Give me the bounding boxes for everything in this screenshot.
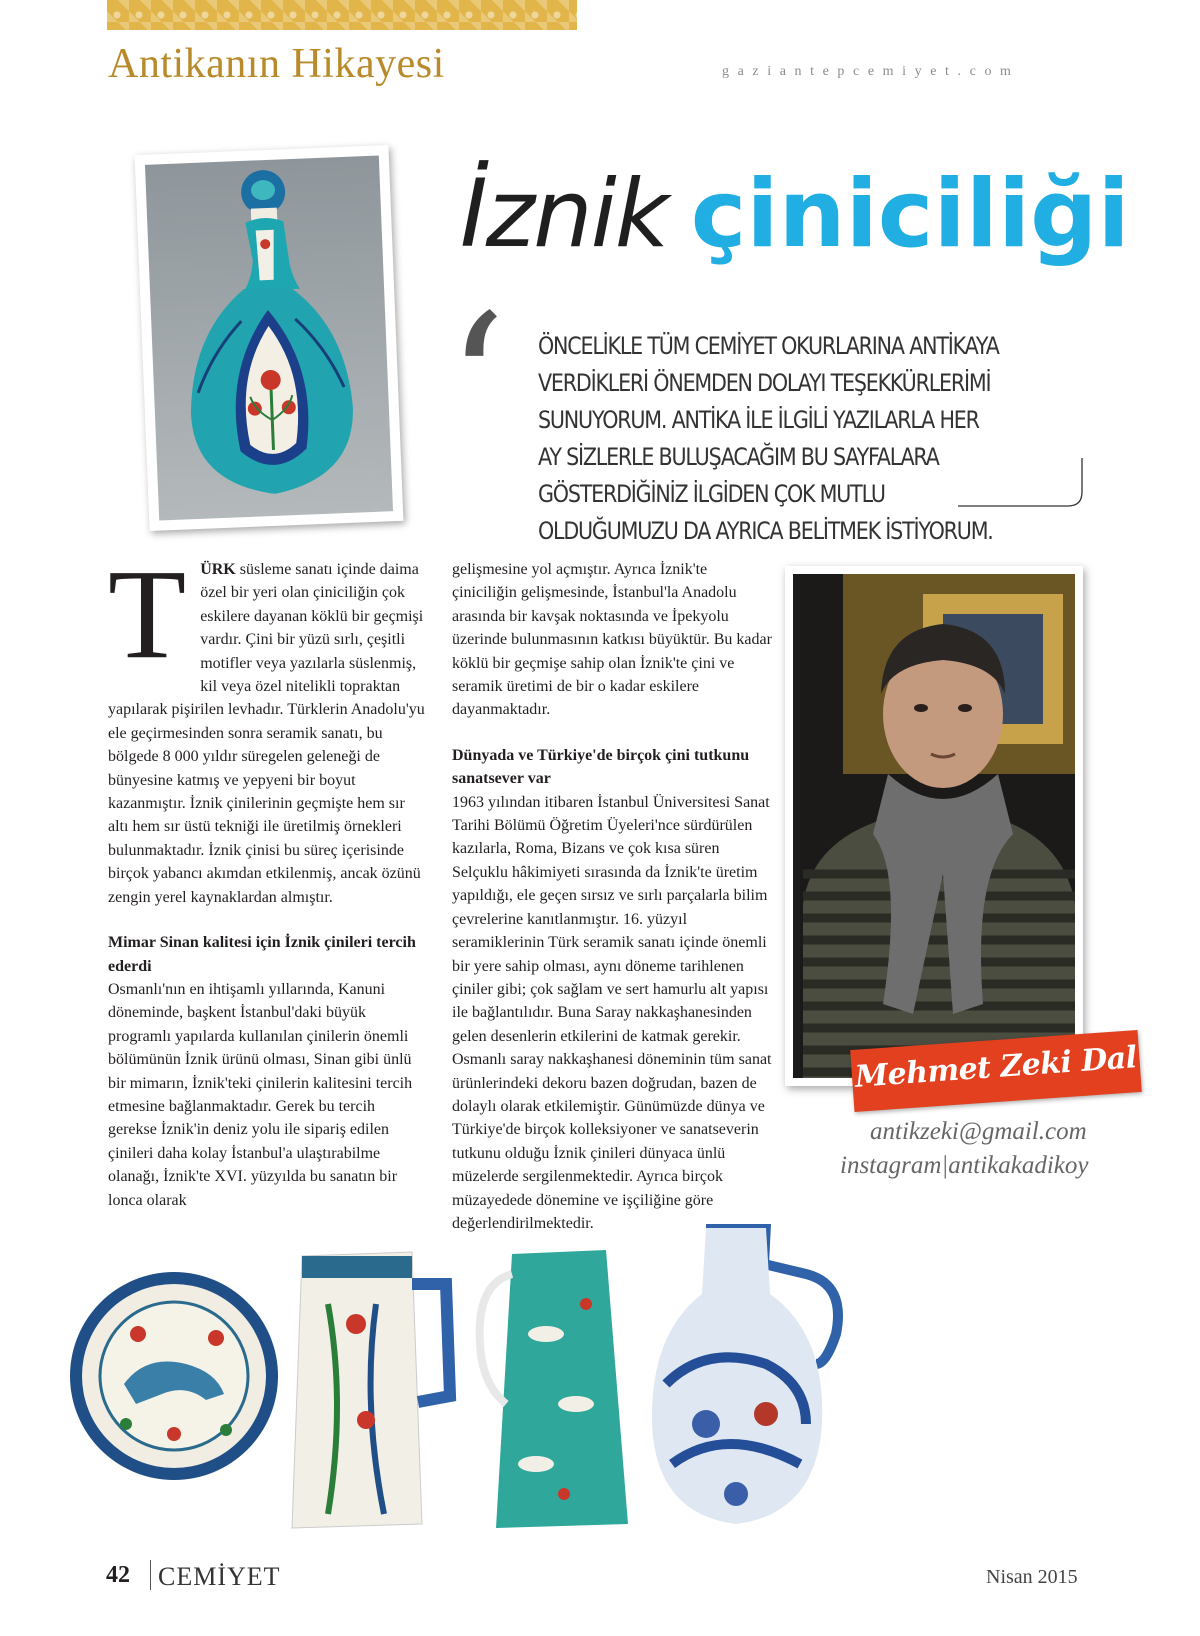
author-portrait-illustration bbox=[793, 574, 1075, 1078]
paragraph-1-text: süsleme sanatı içinde daima özel bir yeri olan çiniciliğin çok eskilere dayanan köklü bir geçmişi vardır. Çini bir yüzü sırlı, çeşitli motifler veya yazılarla süslenmiş, kil veya özel nitelikli topraktan yapılarak pişirilen levhadır. Türklerin Anadolu'yu ele geçirmesinden sonra seramik sanatı, bu bölgede 8 000 yıldır süregelen geleneği de bünyesine katmış ve yepyeni bir boyut kazanmıştır. İznik çinilerinin geçmişte hem sır altı hem sır üstü tekniği ile üretilmiş örnekleri bulunmaktadır. İznik çinisi bu süreç içerisinde birçok yabancı akımdan etkilenmiş, ancak özünü zengin yerel kaynaklardan almıştır. bbox=[108, 561, 425, 906]
vase-photo bbox=[135, 145, 404, 531]
article-title-part1: İznik bbox=[460, 160, 668, 269]
article-title bbox=[460, 160, 1130, 269]
subheading-mimar-sinan: Mimar Sinan kalitesi için İznik çinileri tercih ederdi bbox=[108, 934, 416, 975]
vase-illustration bbox=[145, 155, 393, 520]
footer-separator bbox=[150, 1560, 151, 1590]
paragraph-4: 1963 yılından itibaren İstanbul Üniversitesi Sanat Tarihi Bölümü Öğretim Üyeleri'nce sürdürülen kazılarla, Roma, Bizans ve çok kısa süren Selçuklu hâkimiyeti sırasında da İznik'te üretim yapıldığı, ele geçen sırsız ve sırlı parçalarla bilim çevrelerine kanıtlanmıştır. 16. yüzyıl seramiklerinin Türk seramik sanatı içinde önemli bir yere sahip olması, aynı döneme tarihlenen çiniler gibi; çok sağlam ve sert hamurlu alt yapısı ile bağlantılıdır. Buna Saray nakkaşhanesinden gelen desenlerin etkilerini de katmak gerekir. Osmanlı saray nakkaşhanesi döneminin tüm sanat ürünlerindeki dekoru bazen doğrudan, bazen de dolaylı olarak etkilemiştir. Günümüzde dünya ve Türkiye'de birçok kolleksiyoner ve sanatseverin tutkunu olduğu İznik çinileri dünyaca ünlü müzelerde sergilenmektedir. Ayrıca birçok müzayedede dönemine ve işçiliğine göre değerlendirilmektedir. bbox=[452, 793, 772, 1232]
iznik-ewer-image bbox=[652, 1224, 838, 1524]
site-url: gaziantepcemiyet.com bbox=[722, 64, 1020, 79]
article-column-2 bbox=[452, 558, 774, 1235]
author-email: antikzeki@gmail.com bbox=[870, 1118, 1087, 1145]
intro-quote: ÖNCELİKLE TÜM CEMİYET OKURLARINA ANTİKAYA VERDİKLERİ ÖNEMDEN DOLAYI TEŞEKKÜRLERİMİ SUNUYORUM. ANTİKA İLE İLGİLİ YAZILARLA HER AY SİZLERLE BULUŞACAĞIM BU SAYFALARA GÖSTERDİĞİNİZ İLGİDEN ÇOK MUTLU OLDUĞUMUZU DA AYRICA BELİTMEK İSTİYORUM. bbox=[538, 332, 999, 545]
author-name: Mehmet Zeki Dal bbox=[853, 1040, 1138, 1095]
subheading-collectors: Dünyada ve Türkiye'de birçok çini tutkunu sanatsever var bbox=[452, 746, 750, 788]
paragraph-1 bbox=[108, 543, 426, 909]
paragraph-3: gelişmesine yol açmıştır. Ayrıca İznik'te çiniciliğin gelişmesinde, İstanbul'la Anadolu arasında bir kavşak noktasında ve İpekyolu üzerinde bulunmasının katkısı büyüktür. Bu kadar köklü bir geçmişe sahip olan İznik'te çini ve seramik üretimi de bir o kadar eskilere dayanmaktadır. bbox=[452, 561, 772, 719]
article-title-part2: çiniciliği bbox=[690, 160, 1130, 269]
article-column-1 bbox=[108, 543, 426, 1212]
quote-rule-line bbox=[958, 458, 1084, 514]
drop-cap: T bbox=[108, 543, 187, 685]
author-photo bbox=[785, 566, 1083, 1086]
section-title: Antikanın Hikayesi bbox=[108, 41, 445, 87]
author-instagram: instagram|antikakadikoy bbox=[840, 1152, 1089, 1179]
ceramics-gallery bbox=[66, 1224, 1126, 1540]
issue-date: Nisan 2015 bbox=[986, 1566, 1078, 1588]
header-pattern-band bbox=[107, 0, 577, 30]
magazine-name: CEMİYET bbox=[158, 1562, 281, 1591]
page-number: 42 bbox=[106, 1562, 130, 1588]
iznik-jug-green-image bbox=[480, 1250, 628, 1528]
iznik-tankard-image bbox=[292, 1252, 450, 1528]
paragraph-2: Osmanlı'nın en ihtişamlı yıllarında, Kanuni döneminde, başkent İstanbul'daki büyük programlı yapılarda kullanılan çinilerin önemli bölümünün İznik ürünü olması, Sinan gibi ünlü bir mimarın, İznik'teki çinilerin kalitesini tercih etmesine bağlanmaktadır. Gerek bu tercih gerekse İznik'in deniz yolu ile sipariş edilen çinileri daha kolay İstanbul'a ulaştırabilme olanağı, İznik'te XVI. yüzyılda bu sanatın bir lonca olarak bbox=[108, 980, 413, 1209]
quote-mark-icon: ‘ bbox=[446, 274, 507, 495]
iznik-plate-image bbox=[70, 1272, 278, 1480]
drop-word: ÜRK bbox=[200, 561, 236, 578]
